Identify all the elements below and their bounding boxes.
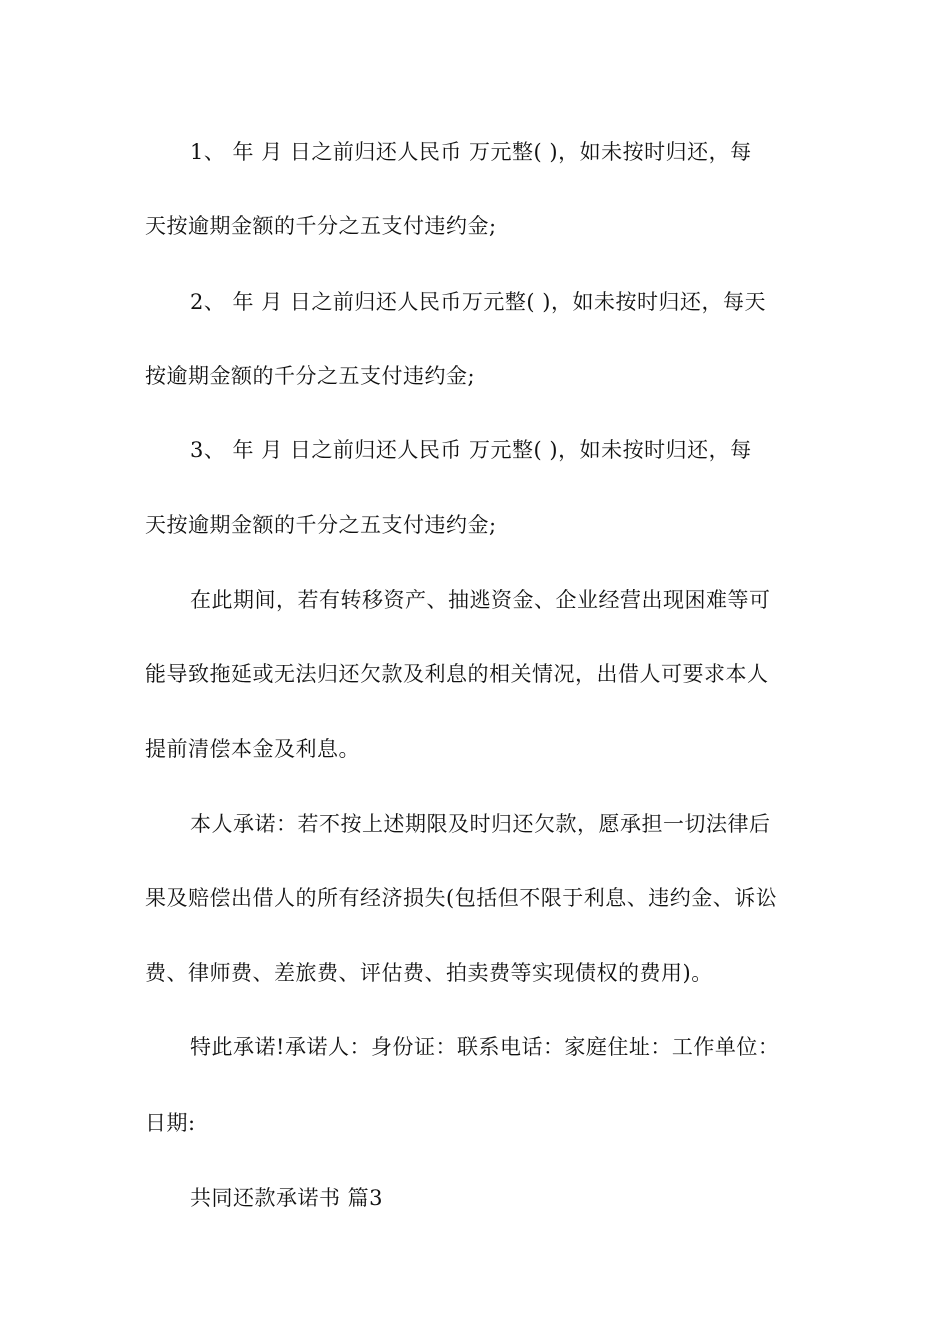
section-heading: 共同还款承诺书 篇3: [190, 1186, 384, 1210]
text-line-2: 天按逾期金额的千分之五支付违约金;: [145, 214, 497, 238]
text-line-12: 费、律师费、差旅费、评估费、拍卖费等实现债权的费用)。: [145, 961, 713, 985]
text-line-14: 日期:: [145, 1111, 196, 1135]
text-line-8: 能导致拖延或无法归还欠款及利息的相关情况，出借人可要求本人: [145, 662, 769, 686]
text-line-10: 本人承诺：若不按上述期限及时归还欠款，愿承担一切法律后: [190, 812, 771, 836]
text-line-4: 按逾期金额的千分之五支付违约金;: [145, 364, 476, 388]
text-line-13: 特此承诺!承诺人：身份证：联系电话：家庭住址：工作单位：: [190, 1035, 780, 1059]
text-line-3: 2、 年 月 日之前归还人民币万元整( )，如未按时归还，每天: [190, 290, 766, 314]
text-line-1: 1、 年 月 日之前归还人民币 万元整( )，如未按时归还，每: [190, 140, 752, 164]
text-line-11: 果及赔偿出借人的所有经济损失(包括但不限于利息、违约金、诉讼: [145, 886, 778, 910]
text-line-5: 3、 年 月 日之前归还人民币 万元整( )，如未按时归还，每: [190, 438, 752, 462]
text-line-7: 在此期间，若有转移资产、抽逃资金、企业经营出现困难等可: [190, 588, 771, 612]
text-line-9: 提前清偿本金及利息。: [145, 737, 360, 761]
text-line-6: 天按逾期金额的千分之五支付违约金;: [145, 513, 497, 537]
